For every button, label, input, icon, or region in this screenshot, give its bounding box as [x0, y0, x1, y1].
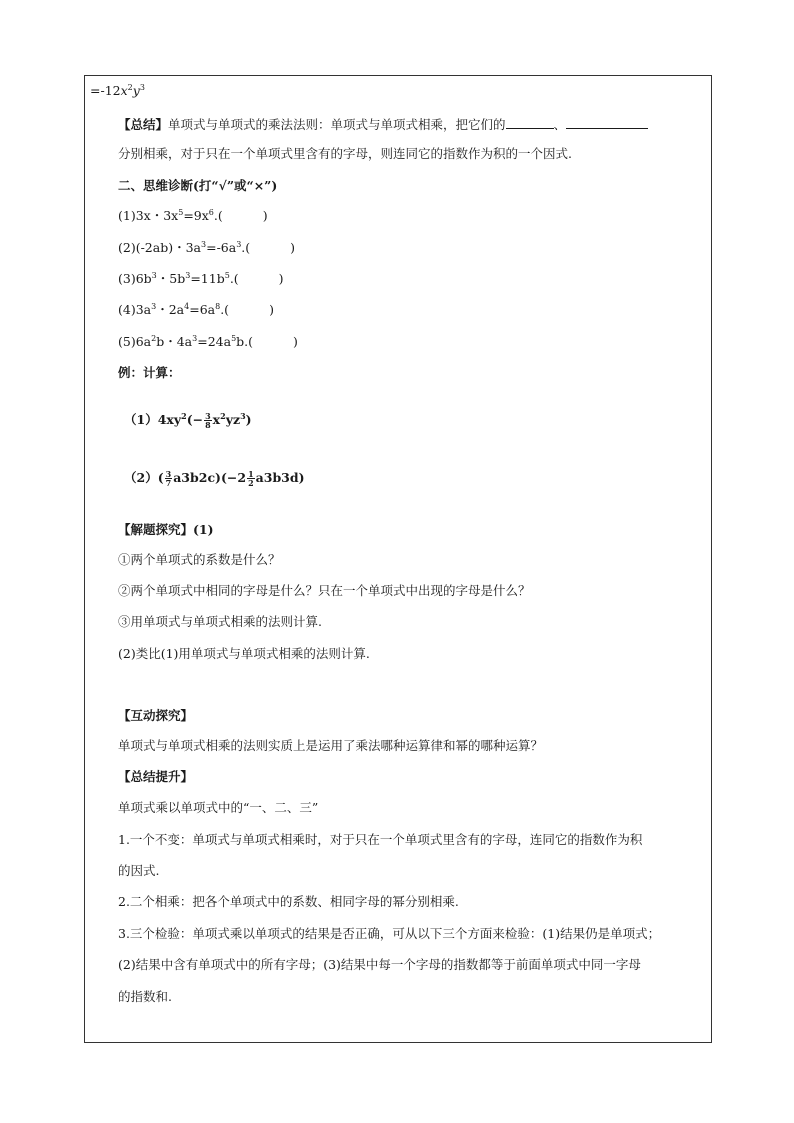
improve-intro: 单项式乘以单项式中的“一、二、三”: [118, 800, 319, 815]
interact-text: 单项式与单项式相乘的法则实质上是运用了乘法哪种运算律和幂的哪种运算？: [118, 738, 544, 753]
interact-heading: 【互动探究】: [118, 708, 194, 723]
diagnosis-item-4: $(4)3a^3$・$2a^4=6a^8$.( ): [118, 301, 274, 317]
fraction-3-8: $\frac{3}{8}$: [205, 411, 211, 430]
solve-question-4: (2)类比(1)用单项式与单项式相乘的法则计算.: [118, 646, 370, 661]
improve-point-3a: 3.三个检验：单项式乘以单项式的结果是否正确，可从以下三个方面来检验：(1)结果仍是单项式；: [118, 926, 661, 941]
solve-heading: 【解题探究】(1): [118, 522, 214, 537]
diagnosis-item-5: $(5)6a^2b$・$4a^3=24a^5b$.( ): [118, 333, 298, 349]
improve-point-3b: (2)结果中含有单项式中的所有字母；(3)结果中每一个字母的指数都等于前面单项式中同一字母: [118, 957, 641, 972]
diagnosis-item-3: $(3)6b^3$・$5b^3=11b^5$.( ): [118, 270, 284, 286]
solve-question-2: ②两个单项式中相同的字母是什么？只在一个单项式中出现的字母是什么？: [118, 583, 531, 598]
improve-point-1b: 的因式.: [118, 863, 160, 878]
fraction-3-7: $\frac{3}{7}$: [165, 469, 172, 488]
summary-tag: 【总结】: [118, 117, 169, 132]
example-2: （2）( $\frac{3}{7}$ a3b2c)(−2 $\frac{1}{2}$ a3b3d): [124, 469, 305, 488]
improve-point-2: 2.二个相乘：把各个单项式中的系数、相同字母的幂分别相乘.: [118, 894, 459, 909]
answer-blank-1[interactable]: [506, 116, 554, 129]
summary-line-2: 分别相乘，对于只在一个单项式里含有的字母，则连同它的指数作为积的一个因式.: [118, 146, 572, 161]
answer-blank-2[interactable]: [566, 116, 648, 129]
example-1: $(1)4xy^2(-$ $\frac{3}{8}$ $x^2yz^3$): [124, 410, 252, 430]
summary-line-1: 【总结】单项式与单项式的乘法法则：单项式与单项式相乘，把它们的 、: [118, 116, 648, 133]
fraction-1-2: $\frac{1}{2}$: [248, 469, 254, 488]
improve-point-1a: 1.一个不变：单项式与单项式相乘时，对于只在一个单项式里含有的字母，连同它的指数作为积: [118, 832, 643, 847]
top-result: $=-12x^2y^3$: [90, 82, 145, 98]
section-heading-diagnosis: 二、思维诊断(打“√”或“×”): [118, 178, 278, 193]
solve-question-1: ①两个单项式的系数是什么？: [118, 552, 281, 567]
diagnosis-item-1: (1)3x・$3x^5=9x^6$.( ): [118, 207, 268, 223]
improve-heading: 【总结提升】: [118, 769, 194, 784]
improve-point-3c: 的指数和.: [118, 989, 172, 1004]
diagnosis-item-2: (2)(-2ab)・$3a^3=-6a^3$.( ): [118, 239, 296, 255]
solve-question-3: ③用单项式与单项式相乘的法则计算.: [118, 614, 322, 629]
example-label: 例：计算：: [118, 365, 181, 380]
